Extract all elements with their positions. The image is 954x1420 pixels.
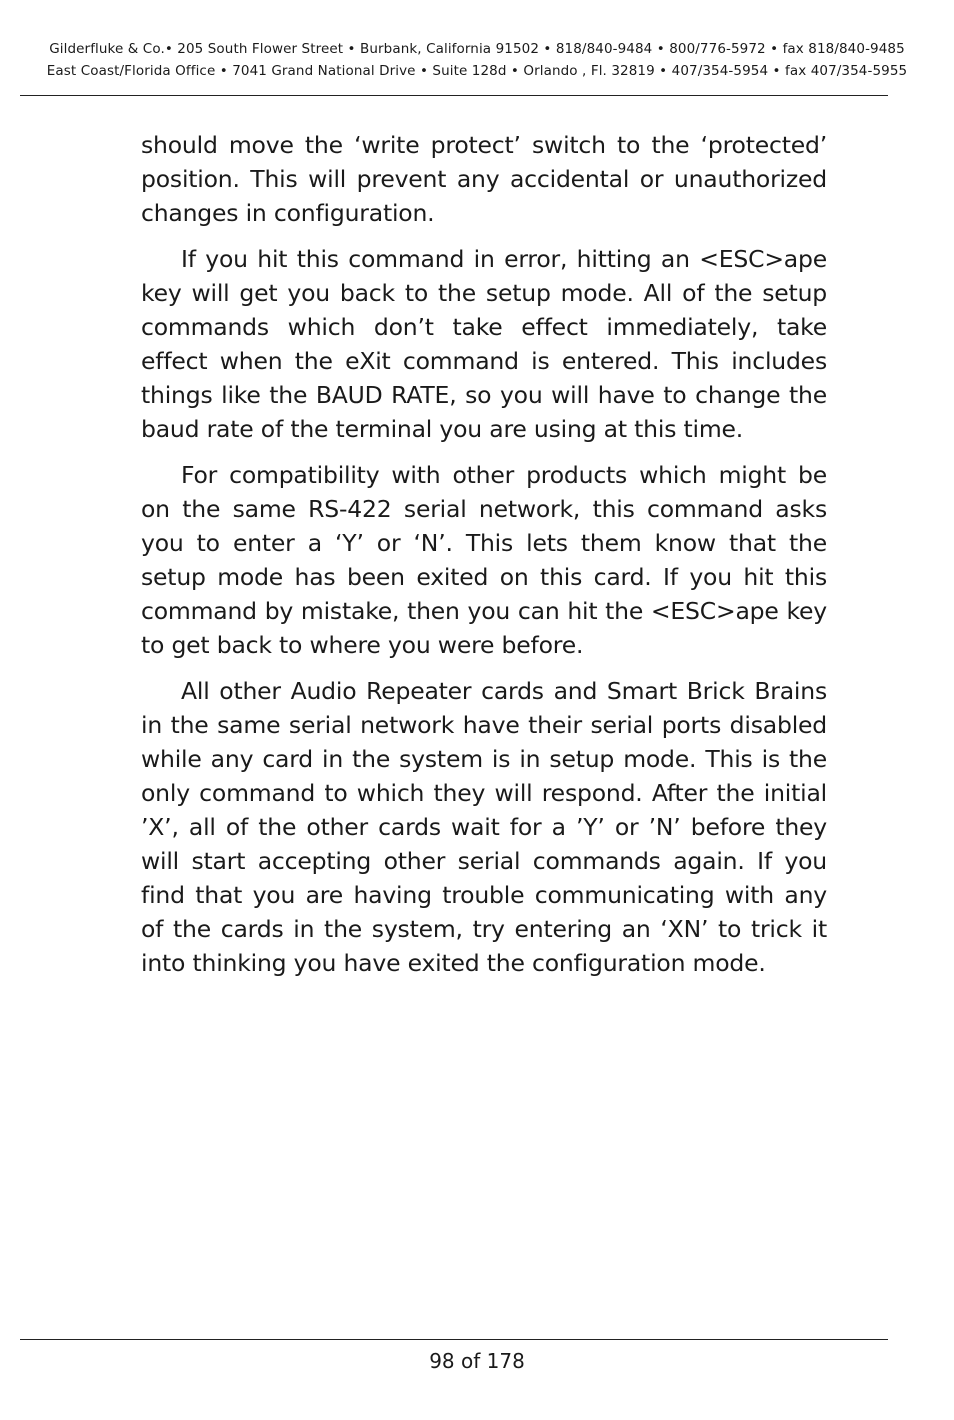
- header-address-line-2: East Coast/Florida Office • 7041 Grand National Drive • Suite 128d • Orlando , Fl. 32819 • 407/354-5954 • fax 407/354-5955: [46, 63, 908, 79]
- header-divider: [20, 95, 888, 96]
- paragraph: If you hit this command in error, hitting an <ESC>ape key will get you back to the setup mode. All of the setup commands which don’t take effect immediately, take effect when the eXit command is entered. This includes things like the BAUD RATE, so you will have to change the baud rate of the terminal you are using at this time.: [141, 245, 827, 443]
- page-header: [0, 38, 954, 82]
- footer-divider: [20, 1339, 888, 1340]
- page-number: 98 of 178: [429, 1349, 525, 1373]
- page-body: [141, 128, 827, 992]
- paragraph-continued: should move the ‘write protect’ switch to the ‘protected’ position. This will prevent any accidental or unauthorized changes in configuration.: [141, 131, 827, 227]
- paragraph: For compatibility with other products which might be on the same RS-422 serial network, this command asks you to enter a ‘Y’ or ‘N’. This lets them know that the setup mode has been exited on this card. If you hit this command by mistake, then you can hit the <ESC>ape key to get back to where you were before.: [141, 461, 827, 659]
- header-address-line-1: Gilderfluke & Co.• 205 South Flower Street • Burbank, California 91502 • 818/840-9484 • 800/776-5972 • fax 818/840-9485: [49, 41, 905, 57]
- paragraph: All other Audio Repeater cards and Smart Brick Brains in the same serial network have their serial ports disabled while any card in the system is in setup mode. This is the only command to which they will respond. After the initial ’X’, all of the other cards wait for a ’Y’ or ’N’ before they will start accepting other serial commands again. If you find that you are having trouble communicating with any of the cards in the system, try entering an ‘XN’ to trick it into thinking you have exited the configuration mode.: [141, 677, 827, 977]
